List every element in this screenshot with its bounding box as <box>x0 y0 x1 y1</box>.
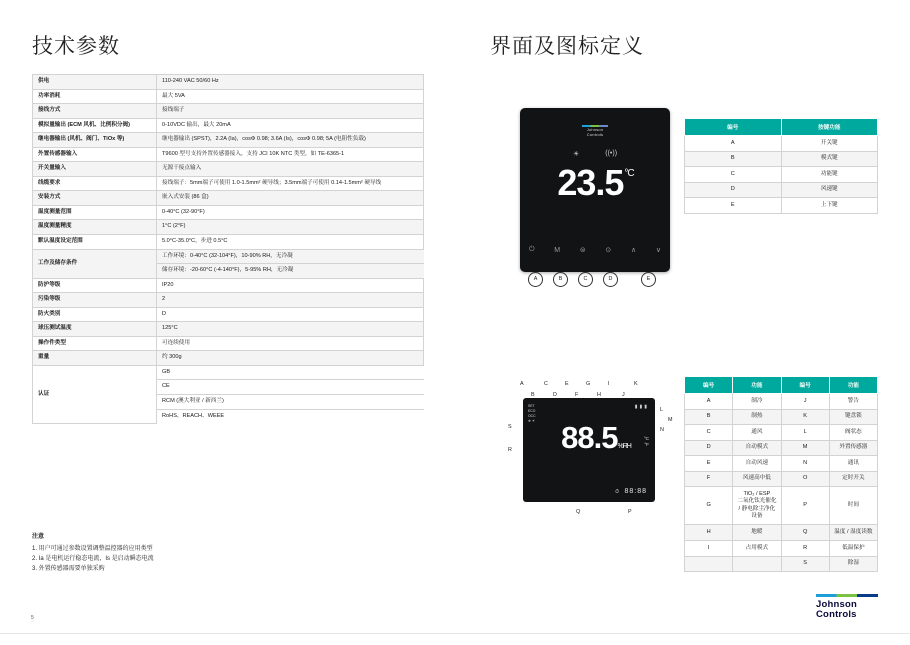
table-row <box>33 147 424 162</box>
table-row <box>33 278 424 293</box>
table-cell: 制热 <box>733 409 781 425</box>
spec-key: 供电 <box>33 75 157 90</box>
notes-block <box>32 533 432 575</box>
spec-value: T9600 型号支持外置传感器接入，支持 JCI 10K NTC 类型，如 TE-6365-1 <box>157 147 424 162</box>
spec-value: 无源干接点输入 <box>157 162 424 177</box>
table-cell: H <box>685 525 733 541</box>
spec-key: 操作件类型 <box>33 336 157 351</box>
spec-value: 约 300g <box>157 351 424 366</box>
table-row <box>33 293 424 308</box>
table-row <box>685 198 878 214</box>
column-header: 编号 <box>685 377 733 394</box>
table-cell <box>733 556 781 572</box>
table-cell: TiO₂ / ESP 二氧化钛光催化 / 静电除尘净化设备 <box>733 487 781 525</box>
table-row <box>33 220 424 235</box>
table-cell: N <box>781 456 829 472</box>
spec-value: 110-240 VAC 50/60 Hz <box>157 75 424 90</box>
power-button-icon[interactable]: ⏻ <box>529 246 535 253</box>
lcd-callout-j: J <box>622 392 625 398</box>
spec-key: 防火类别 <box>33 307 157 322</box>
spec-value: 最大 5VA <box>157 89 424 104</box>
spec-value: 接线端子：5mm端子可使用 1.0-1.5mm² 硬导线；3.5mm端子可使用 0.14-1.5mm² 硬导线 <box>157 176 424 191</box>
table-row <box>33 176 424 191</box>
spec-value <box>157 249 424 278</box>
spec-value: 继电器输出 (SPST)，2.2A (Ia)，cosΦ 0.98; 3.6A (Is)，cosΦ 0.98; 5A (电阻性负载) <box>157 133 424 148</box>
clock-icon: ⏱ <box>615 489 619 495</box>
lcd-value: 88.5 <box>561 420 618 455</box>
page-number: 5 <box>31 615 34 621</box>
spec-value <box>157 365 424 423</box>
table-row <box>685 440 878 456</box>
callout-b: B <box>553 272 568 287</box>
table-cell: 开关键 <box>781 136 878 152</box>
table-cell: A <box>685 136 782 152</box>
lcd-display-diagram <box>523 398 655 502</box>
spec-key: 重量 <box>33 351 157 366</box>
lcd-callout-a: A <box>520 381 524 387</box>
brand-logo <box>816 594 878 620</box>
column-header: 编号 <box>685 119 782 136</box>
column-header: 编号 <box>781 377 829 394</box>
spec-key: 开关量输入 <box>33 162 157 177</box>
table-cell: G <box>685 487 733 525</box>
spec-key: 温度测量范围 <box>33 205 157 220</box>
table-cell: 自动风速 <box>733 456 781 472</box>
logo-line-1: Johnson <box>816 599 857 610</box>
callout-d: D <box>603 272 618 287</box>
table-cell: F <box>685 471 733 487</box>
table-row <box>33 249 424 278</box>
spec-key: 线缆要求 <box>33 176 157 191</box>
table-cell: 上下键 <box>781 198 878 214</box>
device-brand-line-2: Controls <box>586 131 604 137</box>
lcd-callout-r: R <box>508 447 512 453</box>
lcd-callout-i: I <box>608 381 610 387</box>
table-cell: A <box>685 394 733 410</box>
table-cell: 键盘锁 <box>829 409 877 425</box>
table-row <box>33 351 424 366</box>
table-cell: D <box>685 440 733 456</box>
lcd-callout-k: K <box>634 381 638 387</box>
spec-subvalue: RCM (澳大利亚 / 新西兰) <box>157 395 424 410</box>
table-cell: B <box>685 151 782 167</box>
table-row <box>685 394 878 410</box>
lcd-left-icons: SET ECO OCC ❄ ☀ <box>528 404 536 424</box>
spec-key: 默认温度设定范围 <box>33 235 157 250</box>
table-cell: 风速高中低 <box>733 471 781 487</box>
lcd-callout-h: H <box>597 392 601 398</box>
table-row <box>33 205 424 220</box>
function-button-icon[interactable]: ⊜ <box>579 247 586 254</box>
table-cell: Q <box>781 525 829 541</box>
spec-value: 0-10VDC 输出，最大 20mA <box>157 118 424 133</box>
table-row <box>33 336 424 351</box>
callout-e: E <box>641 272 656 287</box>
table-cell: 除湿 <box>829 556 877 572</box>
table-cell: O <box>781 471 829 487</box>
lcd-callout-p: P <box>628 509 632 515</box>
table-row <box>33 133 424 148</box>
table-row <box>685 541 878 557</box>
table-row <box>685 409 878 425</box>
spec-value: 嵌入式安装 (86 盒) <box>157 191 424 206</box>
table-row <box>33 191 424 206</box>
table-cell: J <box>781 394 829 410</box>
table-cell <box>685 556 733 572</box>
lcd-callout-b: B <box>531 392 535 398</box>
table-row <box>685 456 878 472</box>
table-cell: 阀状态 <box>829 425 877 441</box>
logo-line-2: Controls <box>816 608 857 620</box>
lcd-callout-d: D <box>553 392 557 398</box>
table-row <box>685 487 878 525</box>
table-cell: 低温保护 <box>829 541 877 557</box>
spec-value: 2 <box>157 293 424 308</box>
table-row <box>685 525 878 541</box>
spec-value: 5.0°C-35.0°C，步进 0.5°C <box>157 235 424 250</box>
table-row <box>685 136 878 152</box>
spec-key: 接线方式 <box>33 104 157 119</box>
table-row <box>33 307 424 322</box>
device-status-icons <box>520 150 670 158</box>
up-button-icon[interactable]: ∧ <box>631 247 637 254</box>
table-cell: I <box>685 541 733 557</box>
table-cell: 通讯 <box>829 456 877 472</box>
lcd-callout-l: L <box>660 407 663 413</box>
table-cell: 自动模式 <box>733 440 781 456</box>
lcd-callout-f: F <box>575 392 579 398</box>
note-item: 2. Ia 是电机运行稳态电流，Is 是启动瞬态电流 <box>32 555 154 562</box>
table-cell: 地暖 <box>733 525 781 541</box>
table-cell: L <box>781 425 829 441</box>
lcd-main-reading <box>545 420 647 456</box>
table-cell: C <box>685 167 782 183</box>
spec-key: 模拟量输出 (ECM 风机、比例积分阀) <box>33 118 157 133</box>
table-row <box>33 118 424 133</box>
table-row <box>33 89 424 104</box>
device-temperature-reading <box>520 162 670 204</box>
note-item: 1. 用户可通过参数设置调整温控器的应用类型 <box>32 545 153 552</box>
column-header: 按键功能 <box>781 119 878 136</box>
table-row <box>33 75 424 90</box>
page-title-left: 技术参数 <box>32 35 120 58</box>
table-row <box>685 182 878 198</box>
table-row <box>685 471 878 487</box>
spec-key: 温度测量精度 <box>33 220 157 235</box>
table-cell: 外置传感器 <box>829 440 877 456</box>
device-button-callouts <box>520 268 670 286</box>
table-cell: S <box>781 556 829 572</box>
wifi-icon: ((•)) <box>605 150 618 157</box>
table-cell: M <box>781 440 829 456</box>
table-cell: E <box>685 456 733 472</box>
table-cell: K <box>781 409 829 425</box>
table-row <box>33 322 424 337</box>
spec-subvalue: GB <box>157 366 424 380</box>
column-header: 功能 <box>829 377 877 394</box>
table-row <box>685 556 878 572</box>
spec-subvalue: 工作环境：0-40°C (32-104°F)，10-90% RH，无冷凝 <box>157 250 424 264</box>
table-row <box>685 425 878 441</box>
table-row <box>33 104 424 119</box>
spec-key: 工作及储存条件 <box>33 249 157 278</box>
spec-key: 防护等级 <box>33 278 157 293</box>
table-cell: 风速键 <box>781 182 878 198</box>
note-item: 3. 外置传感器需要单独采购 <box>32 565 105 572</box>
spec-value: 接线端子 <box>157 104 424 119</box>
temperature-value: 23.5 <box>557 162 624 203</box>
temperature-unit: °C <box>624 168 634 179</box>
fan-speed-button-icon[interactable]: ⊙ <box>605 247 612 254</box>
spec-key: 球压测试温度 <box>33 322 157 337</box>
lcd-unit: %RH <box>617 443 631 450</box>
lcd-callout-s: S <box>508 424 512 430</box>
table-cell: E <box>685 198 782 214</box>
table-row <box>33 162 424 177</box>
spec-key: 安装方式 <box>33 191 157 206</box>
spec-value: 1°C (2°F) <box>157 220 424 235</box>
table-cell: 通风 <box>733 425 781 441</box>
spec-key: 功率消耗 <box>33 89 157 104</box>
button-function-table <box>684 118 878 214</box>
spec-subvalue: CE <box>157 380 424 395</box>
lcd-callout-e: E <box>565 381 569 387</box>
spec-key: 污染等级 <box>33 293 157 308</box>
spec-value: 0-40°C (32-90°F) <box>157 205 424 220</box>
footer-divider <box>0 633 910 634</box>
table-row <box>685 151 878 167</box>
table-cell: B <box>685 409 733 425</box>
callout-c: C <box>578 272 593 287</box>
spec-key: 外置传感器输入 <box>33 147 157 162</box>
spec-key: 认证 <box>33 365 157 423</box>
device-button-row <box>529 246 661 254</box>
spec-value: 可连续使用 <box>157 336 424 351</box>
device-brand <box>520 125 670 137</box>
lcd-callout-q: Q <box>576 509 581 515</box>
icon-definition-table <box>684 376 878 572</box>
lcd-top-icons: ▮▮▮ <box>634 404 649 410</box>
spec-value: 125°C <box>157 322 424 337</box>
lcd-temp-units: °C °F <box>643 436 649 448</box>
device-brand-line-1: Johnson <box>586 127 604 133</box>
table-cell: R <box>781 541 829 557</box>
table-cell: 模式键 <box>781 151 878 167</box>
notes-title: 注意 <box>32 534 45 540</box>
lcd-callout-m: M <box>668 417 673 423</box>
table-row <box>33 365 424 423</box>
spec-key: 继电器输出 (风机、阀门、TiOx 等) <box>33 133 157 148</box>
lcd-callout-g: G <box>586 381 591 387</box>
lcd-callout-n: N <box>660 427 664 433</box>
spec-subvalue: 储存环境：-20-60°C (-4-140°F)，5-95% RH，无冷凝 <box>157 264 424 278</box>
table-cell: C <box>685 425 733 441</box>
table-cell: 占用模式 <box>733 541 781 557</box>
table-cell: 制冷 <box>733 394 781 410</box>
sun-icon: ☀ <box>572 151 580 158</box>
lcd-clock-digits: 88:88 <box>624 488 647 495</box>
column-header: 功能 <box>733 377 781 394</box>
logo-color-bar <box>816 594 878 597</box>
spec-value: D <box>157 307 424 322</box>
table-cell: 时间 <box>829 487 877 525</box>
page-title-right: 界面及图标定义 <box>490 35 644 58</box>
table-row <box>33 235 424 250</box>
mode-button-icon[interactable]: M <box>554 246 561 254</box>
lcd-callout-c: C <box>544 381 548 387</box>
table-cell: D <box>685 182 782 198</box>
callout-a: A <box>528 272 543 287</box>
table-cell: 定时开关 <box>829 471 877 487</box>
table-cell: P <box>781 487 829 525</box>
table-cell: 警告 <box>829 394 877 410</box>
spec-table <box>32 74 424 424</box>
table-cell: 功能键 <box>781 167 878 183</box>
table-row <box>685 167 878 183</box>
table-cell: 温度 / 湿度读数 <box>829 525 877 541</box>
spec-subvalue: RoHS、REACH、WEEE <box>162 412 225 419</box>
thermostat-device-image <box>520 108 670 272</box>
down-button-icon[interactable]: ∨ <box>655 247 661 254</box>
spec-value: IP20 <box>157 278 424 293</box>
